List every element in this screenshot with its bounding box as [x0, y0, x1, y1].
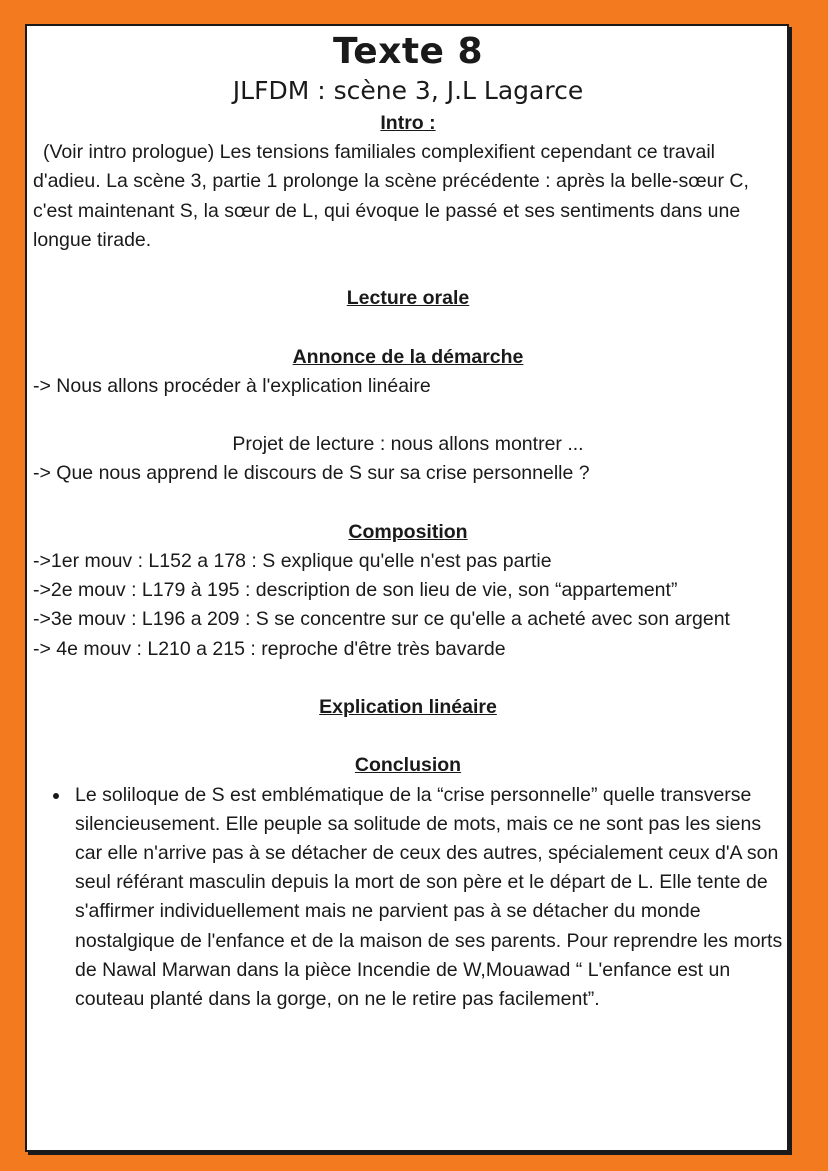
composition-item: ->2e mouv : L179 à 195 : description de son lieu de vie, son “appartement” — [33, 579, 678, 602]
annonce-text: -> Nous allons procéder à l'explication linéaire — [33, 374, 431, 397]
annonce-heading: Annonce de la démarche — [292, 345, 524, 368]
spacer — [33, 255, 783, 284]
projet-label: Projet de lecture : nous allons montrer ... — [232, 433, 584, 456]
spacer — [33, 664, 783, 693]
conclusion-heading: Conclusion — [354, 754, 462, 777]
composition-item: ->3e mouv : L196 a 209 : S se concentre sur ce qu'elle a acheté avec son argent — [33, 608, 730, 631]
document-page — [25, 24, 789, 1152]
intro-text: (Voir intro prologue) Les tensions familiales complexifient cependant ce travail d'adieu. La scène 3, partie 1 prolonge la scène précédente : après la belle-sœur C, c'est maintenant S, la sœur de L, qui évoque le passé et ses sentiments dans une longue tirade. — [33, 141, 749, 251]
conclusion-text: • Le soliloque de S est emblématique de la “crise personnelle” quelle transverse silencieusement. Elle peuple sa solitude de mots, mais ce ne sont pas les siens car elle n'arrive pas à se détacher de ceux des autres, spécialement ceux d'A son seul référant masculin depuis la mort de son père et le départ de L. Elle tente de s'affirmer individuellement mais ne parvient pas à se détacher du monde nostalgique de l'enfance et de la maison de ses parents. Pour reprendre les morts de Nawal Marwan dans la pièce Incendie de W,Mouawad “ L'enfance est un couteau planté dans la gorge, on ne le retire pas facilement”. — [71, 781, 783, 1015]
intro-heading: Intro : — [380, 112, 436, 134]
explication-heading: Explication linéaire — [319, 695, 497, 718]
spacer — [33, 722, 783, 751]
page-subtitle: JLFDM : scène 3, J.L Lagarce — [232, 76, 584, 105]
spacer — [33, 401, 783, 430]
composition-item: ->1er mouv : L152 a 178 : S explique qu'elle n'est pas partie — [33, 549, 552, 572]
spacer — [33, 313, 783, 342]
spacer — [33, 489, 783, 518]
composition-heading: Composition — [348, 520, 468, 543]
page-title: Texte 8 — [332, 31, 484, 72]
lecture-heading: Lecture orale — [346, 287, 470, 310]
conclusion-list — [33, 781, 783, 1015]
composition-item: -> 4e mouv : L210 a 215 : reproche d'être très bavarde — [33, 637, 506, 660]
document-content — [33, 26, 783, 1014]
projet-question: -> Que nous apprend le discours de S sur sa crise personnelle ? — [33, 462, 590, 485]
